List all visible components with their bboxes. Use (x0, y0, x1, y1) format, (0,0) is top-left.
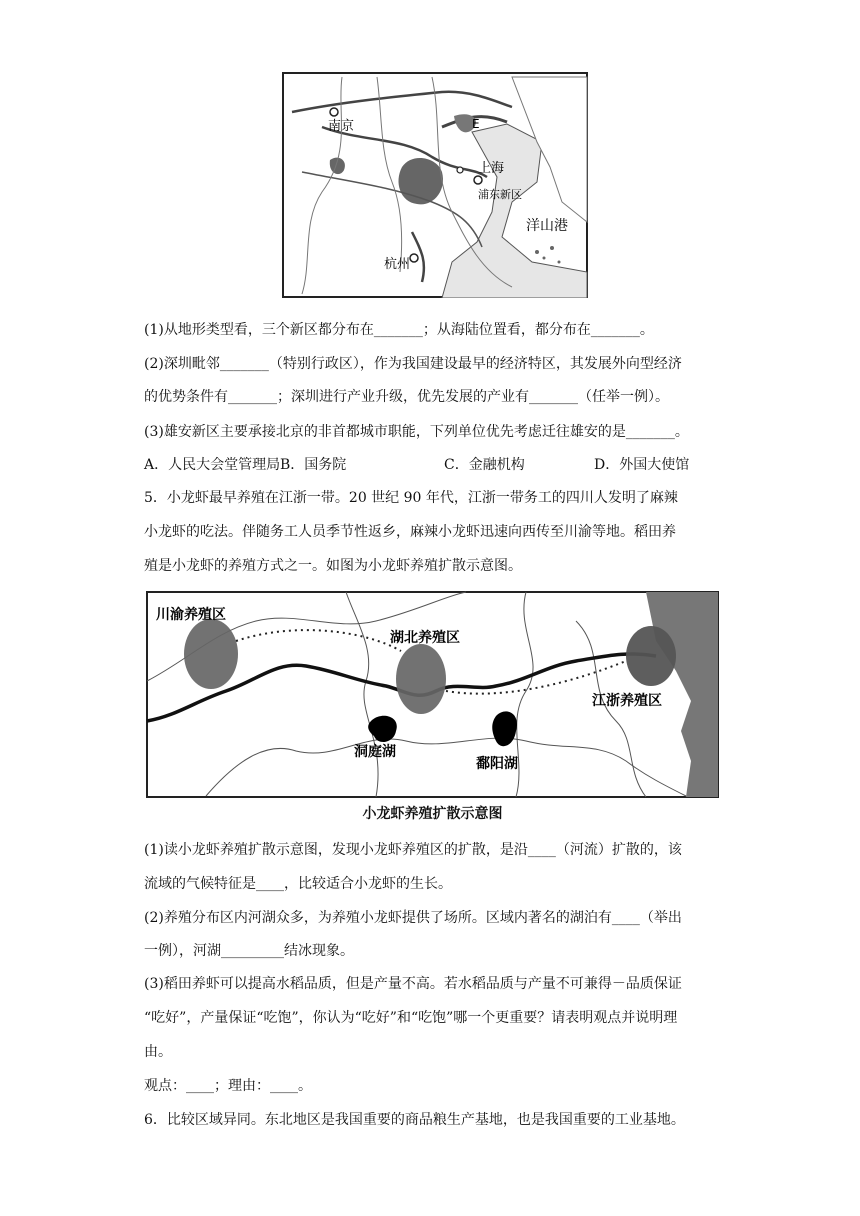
q4-part1: (1)从地形类型看，三个新区都分布在_______；从海陆位置看，都分布在_______。 (144, 322, 654, 338)
q4-option-c: C．金融机构 (444, 457, 525, 473)
q4-part3: (3)雄安新区主要承接北京的非首都城市职能，下列单位优先考虑迁往雄安的是_______。 (144, 424, 689, 440)
q5-part1-line2: 流域的气候特征是____，比较适合小龙虾的生长。 (144, 876, 452, 892)
q5-part3-line2: “吃好”，产量保证“吃饱”，你认为“吃好”和“吃饱”哪一个更重要？请表明观点并说明理 (144, 1010, 678, 1026)
q5-intro-line3: 殖是小龙虾的养殖方式之一。如图为小龙虾养殖扩散示意图。 (144, 558, 522, 574)
q4-part2-line2: 的优势条件有_______；深圳进行产业升级，优先发展的产业有_______（任举一例）。 (144, 389, 669, 405)
q4-option-b: B．国务院 (280, 457, 347, 473)
map-label-shanghai: 上海 (478, 161, 505, 176)
map-label-dongting: 洞庭湖 (354, 744, 396, 760)
map-label-yangshan: 洋山港 (526, 218, 568, 234)
q5-intro-line1: 5．小龙虾最早养殖在江浙一带。20 世纪 90 年代，江浙一带务工的四川人发明了麻辣 (144, 490, 678, 506)
map-label-hangzhou: 杭州 (384, 257, 411, 272)
q6-intro: 6．比较区域异同。东北地区是我国重要的商品粮生产基地，也是我国重要的工业基地。 (144, 1112, 685, 1128)
yangtze-delta-map (282, 72, 588, 298)
q5-part2-line2: 一例），河湖_________结冰现象。 (144, 943, 354, 959)
map-label-pudong: 浦东新区 (478, 188, 522, 201)
q5-part1-line1: (1)读小龙虾养殖扩散示意图，发现小龙虾养殖区的扩散，是沿____（河流）扩散的，该 (144, 842, 682, 858)
map-label-hubei: 湖北养殖区 (390, 630, 460, 646)
q5-intro-line2: 小龙虾的吃法。伴随务工人员季节性返乡，麻辣小龙虾迅速向西传至川渝等地。稻田养 (144, 524, 676, 540)
q5-part3-line1: (3)稻田养虾可以提高水稻品质，但是产量不高。若水稻品质与产量不可兼得－品质保证 (144, 976, 682, 992)
q5-answer-line: 观点：____；理由：____。 (144, 1078, 312, 1094)
q5-part3-line3: 由。 (144, 1044, 172, 1060)
map-label-jiangzhe: 江浙养殖区 (592, 693, 662, 709)
map-label-poyang: 鄱阳湖 (476, 756, 518, 772)
map-label-e: E (472, 117, 480, 131)
map-label-chuanyu: 川渝养殖区 (156, 607, 226, 623)
q4-option-d: D．外国大使馆 (594, 457, 690, 473)
q4-part2-line1: (2)深圳毗邻_______（特别行政区），作为我国建设最早的经济特区，其发展外向型经济 (144, 356, 682, 372)
map-label-nanjing: 南京 (328, 119, 355, 134)
q5-part2-line1: (2)养殖分布区内河湖众多，为养殖小龙虾提供了场所。区域内著名的湖泊有____（举出 (144, 910, 682, 926)
q4-option-a: A．人民大会堂管理局 (144, 457, 281, 473)
crayfish-diffusion-map (146, 591, 719, 798)
map-caption: 小龙虾养殖扩散示意图 (362, 806, 503, 822)
